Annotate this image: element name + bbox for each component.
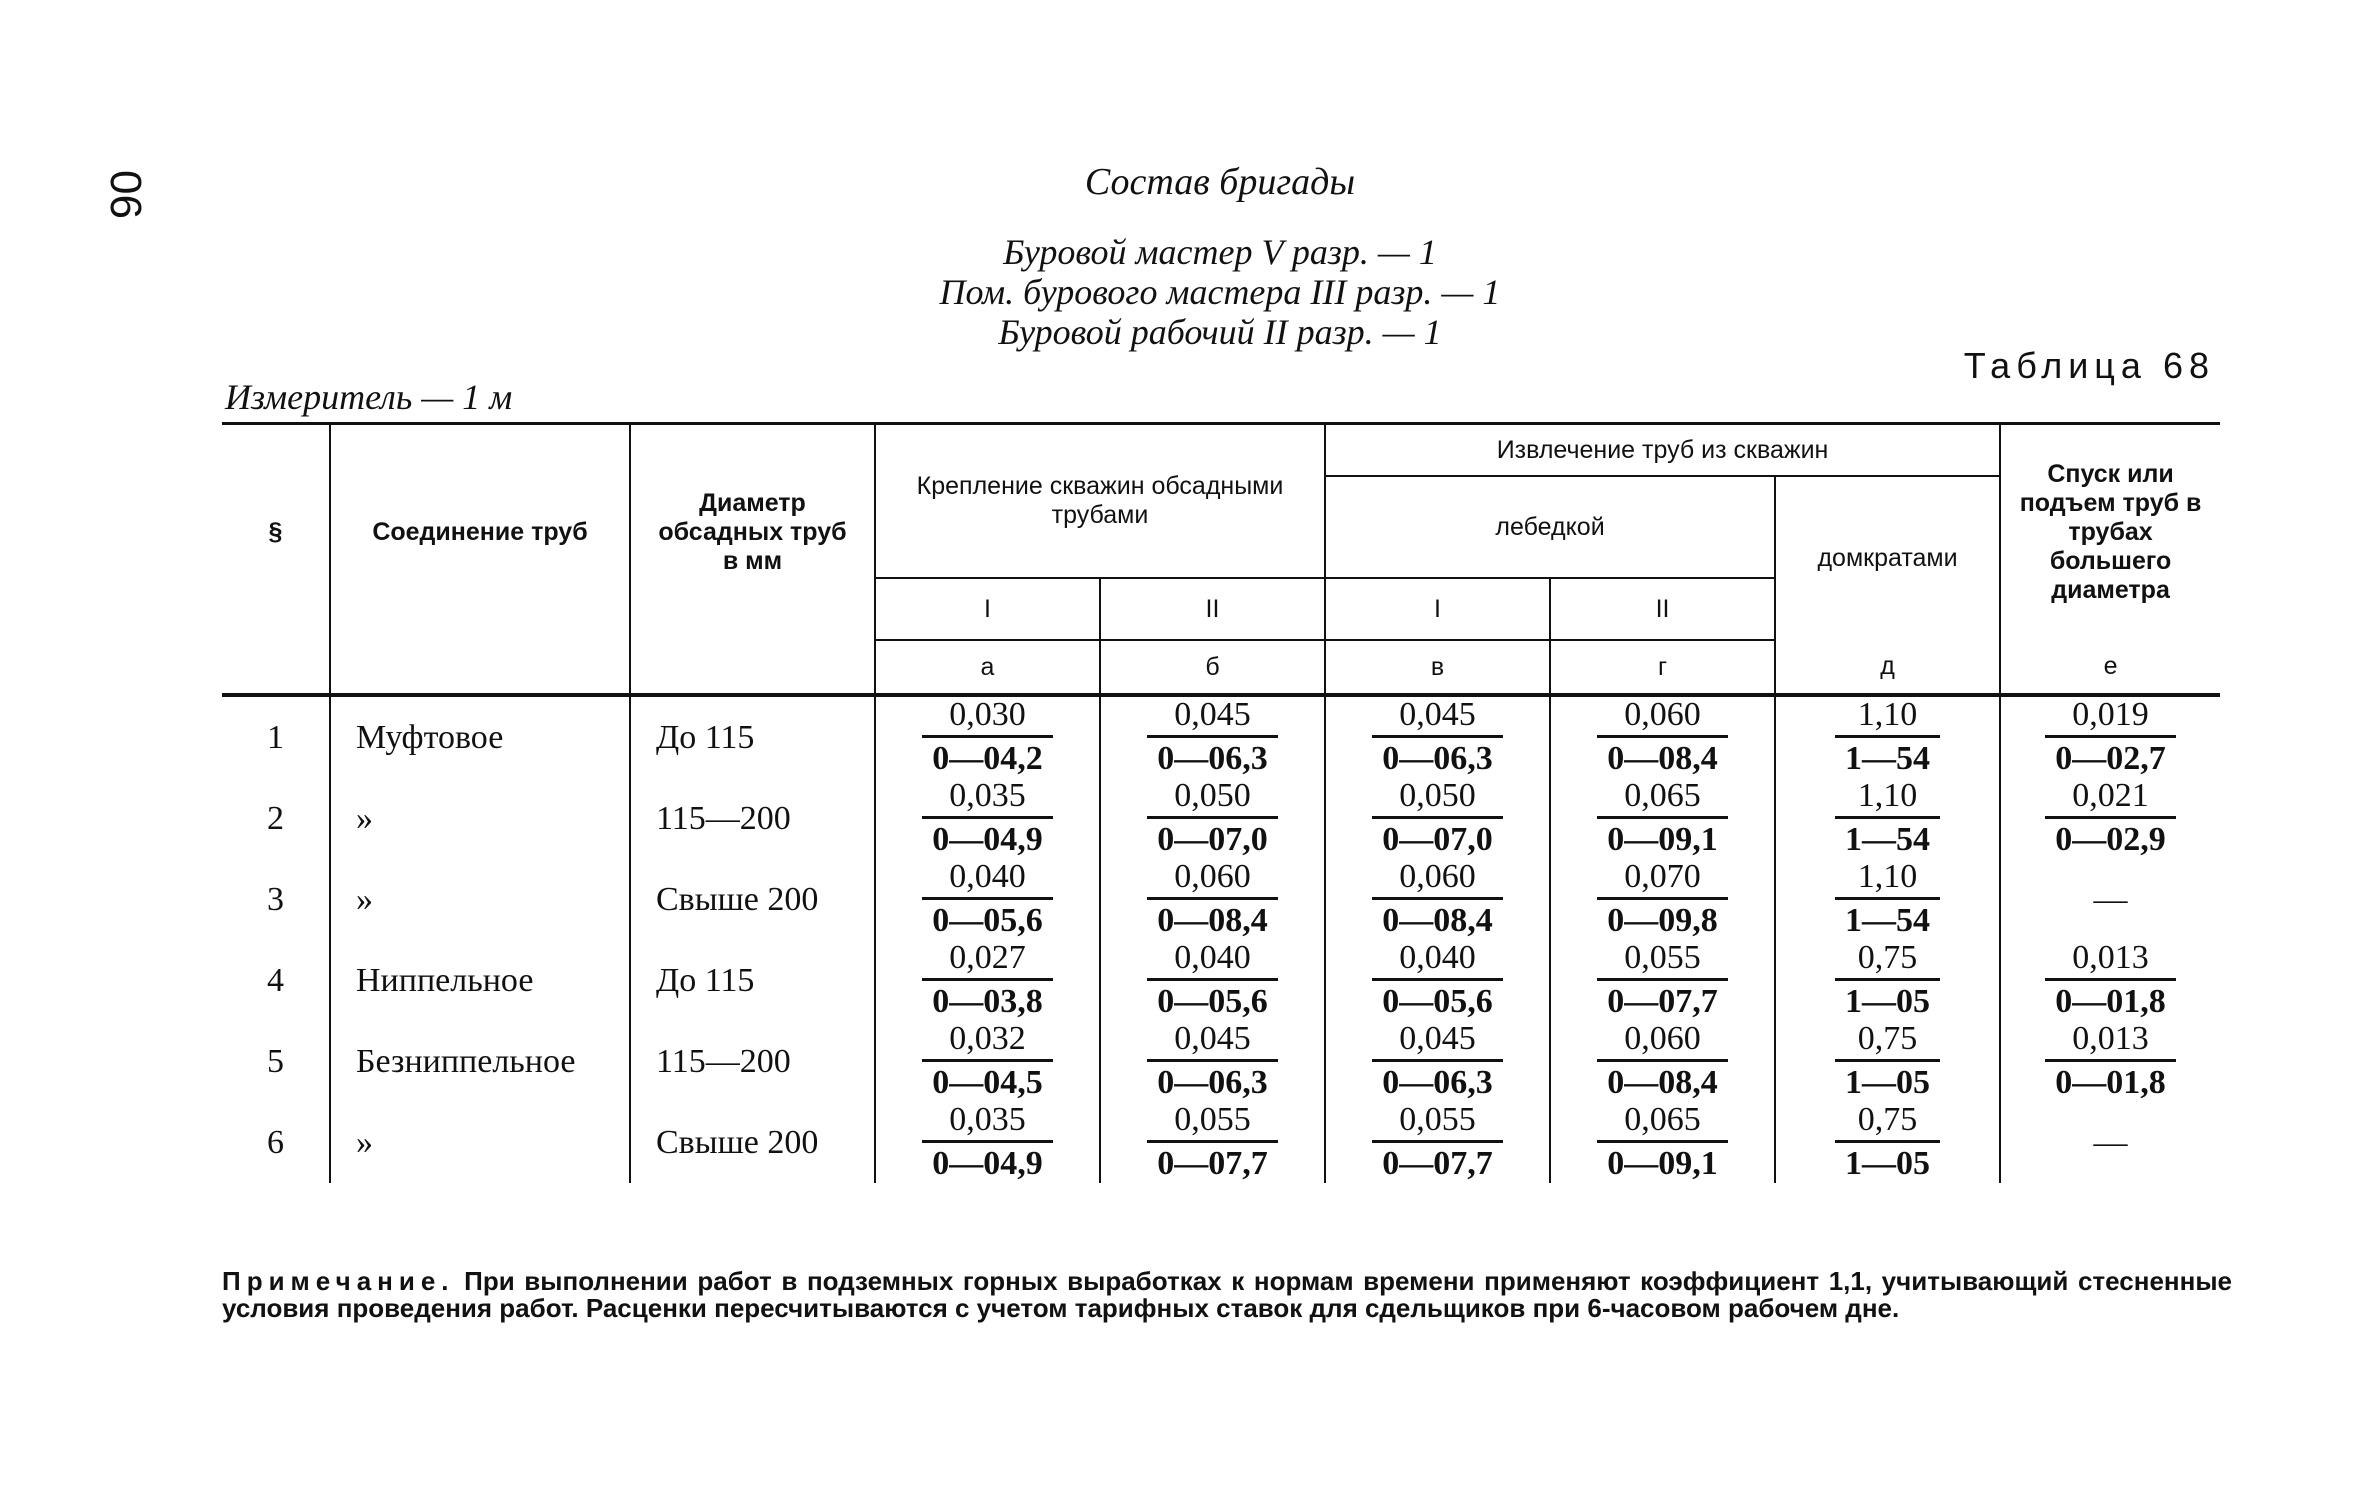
time-norm: 0,055 [1147,1103,1278,1143]
header-joint: Соединение труб [330,424,630,641]
time-norm: 0,035 [922,1103,1053,1143]
norm-fraction [1835,857,1940,939]
norm-fraction [1597,776,1728,858]
norm-fraction [1372,1100,1503,1182]
norm-cell [875,1021,1100,1102]
norm-fraction [2045,938,2176,1020]
norm-fraction [1597,1019,1728,1101]
norm-fraction [1597,695,1728,777]
diameter: До 115 [630,940,875,1021]
crew-list [0,232,2363,352]
footnote-label: Примечание. [222,1266,455,1296]
row-number: 6 [222,1102,330,1183]
joint-type: » [330,859,630,940]
rate: 0—09,1 [1607,1144,1718,1182]
rate: 0—06,3 [1382,1063,1493,1101]
norm-fraction [922,1019,1053,1101]
norm-fraction [2045,695,2176,777]
diameter: 115—200 [630,1021,875,1102]
header-letter: а [875,640,1100,695]
norm-fraction [2045,1019,2176,1101]
rate: 0—05,6 [932,901,1043,939]
norm-cell [1325,940,1550,1021]
header-lowering: Спуск или подъем труб в трубах большего диаметра [2000,424,2220,641]
unit-label: Измеритель — 1 м [225,377,513,417]
table-row [222,695,2220,778]
diameter: 115—200 [630,778,875,859]
crew-member: Буровой мастер V разр. — 1 [1003,232,1437,272]
time-norm: 0,050 [1147,779,1278,819]
header-letter: б [1100,640,1325,695]
time-norm: 0,065 [1597,779,1728,819]
header-diameter: Диаметр обсадных труб в мм [630,424,875,641]
norm-fraction [1372,695,1503,777]
time-norm: 0,027 [922,941,1053,981]
joint-type: » [330,1102,630,1183]
joint-type: Ниппельное [330,940,630,1021]
norm-cell [1550,778,1775,859]
row-number: 5 [222,1021,330,1102]
norm-cell [2000,859,2220,940]
row-number: 1 [222,695,330,778]
time-norm: 0,75 [1835,941,1940,981]
table-row [222,778,2220,859]
rate: 0—03,8 [932,982,1043,1020]
rate: 0—09,1 [1607,820,1718,858]
rate: 0—02,9 [2055,820,2166,858]
joint-type: Муфтовое [330,695,630,778]
row-number: 2 [222,778,330,859]
rate: 0—07,7 [1607,982,1718,1020]
header-letter: е [2000,640,2220,695]
rate: 0—09,8 [1607,901,1718,939]
norm-fraction [1147,857,1278,939]
rate: 0—01,8 [2055,982,2166,1020]
rate: 0—04,2 [932,739,1043,777]
norm-fraction [1147,695,1278,777]
norm-fraction [1147,776,1278,858]
norm-cell [2000,778,2220,859]
time-norm: 0,060 [1372,860,1503,900]
norm-cell [1100,695,1325,778]
rate: 0—05,6 [1382,982,1493,1020]
time-norm: 0,060 [1597,698,1728,738]
norm-cell [1100,940,1325,1021]
time-norm: 0,040 [1147,941,1278,981]
norm-cell [1325,1102,1550,1183]
diameter: До 115 [630,695,875,778]
norm-cell [1775,778,2000,859]
norm-cell [1100,1102,1325,1183]
table-row [222,1021,2220,1102]
time-norm: 0,013 [2045,941,2176,981]
time-norm: 1,10 [1835,698,1940,738]
rate: 0—04,9 [932,1144,1043,1182]
time-norm: 0,055 [1372,1103,1503,1143]
table-row [222,1102,2220,1183]
norm-cell [2000,1021,2220,1102]
header-roman-1: I [1325,578,1550,640]
norm-cell [875,1102,1100,1183]
norm-cell [1550,1102,1775,1183]
time-norm: 0,055 [1597,941,1728,981]
time-norm: 1,10 [1835,779,1940,819]
norm-cell [1550,859,1775,940]
header-jacks: домкратами [1775,476,2000,640]
norm-fraction [1147,1019,1278,1101]
norm-fraction [1835,776,1940,858]
rate: 0—07,7 [1157,1144,1268,1182]
header-letter: в [1325,640,1550,695]
norm-cell [1325,778,1550,859]
header-letter: г [1550,640,1775,695]
rate: 0—02,7 [2055,739,2166,777]
norm-cell [1775,859,2000,940]
norm-cell [1325,859,1550,940]
norm-fraction [1835,1100,1940,1182]
empty-dash: — [2093,1123,2128,1161]
rate: 1—05 [1845,1144,1931,1182]
norm-fraction [1147,938,1278,1020]
norm-fraction [1835,938,1940,1020]
norm-fraction [1372,1019,1503,1101]
time-norm: 0,050 [1372,779,1503,819]
rate: 0—07,7 [1382,1144,1493,1182]
norm-cell [1325,1021,1550,1102]
footnote-text: При выполнении работ в подземных горных выработках к нормам времени применяют коэффициент 1,1, учитывающий стесненные условия проведения работ. Расценки пересчитываются с учетом тарифных ставок для сдельщиков при 6-часовом рабочем дне. [222,1266,2232,1323]
rate: 0—08,4 [1607,739,1718,777]
time-norm: 0,040 [1372,941,1503,981]
time-norm: 0,060 [1147,860,1278,900]
table-label: Таблица 68 [1963,345,2215,386]
norm-cell [1100,778,1325,859]
time-norm: 0,035 [922,779,1053,819]
norm-cell [1775,1102,2000,1183]
header-winch: лебедкой [1325,476,1775,578]
time-norm: 0,045 [1147,698,1278,738]
time-norm: 0,021 [2045,779,2176,819]
norms-table [222,422,2220,1183]
norm-cell [2000,940,2220,1021]
time-norm: 0,070 [1597,860,1728,900]
rate: 0—08,4 [1157,901,1268,939]
header-para: § [222,424,330,641]
time-norm: 0,045 [1372,1022,1503,1062]
norm-cell [1775,1021,2000,1102]
norm-cell [2000,1102,2220,1183]
time-norm: 0,032 [922,1022,1053,1062]
norm-cell [1775,695,2000,778]
row-number: 4 [222,940,330,1021]
norm-fraction [2045,776,2176,858]
norm-fraction [1372,938,1503,1020]
time-norm: 0,060 [1597,1022,1728,1062]
time-norm: 0,065 [1597,1103,1728,1143]
header-roman-2: II [1550,578,1775,640]
joint-type: Безниппельное [330,1021,630,1102]
norm-cell [875,940,1100,1021]
rate: 1—54 [1845,739,1931,777]
rate: 0—08,4 [1382,901,1493,939]
norm-cell [875,778,1100,859]
norm-fraction [1597,857,1728,939]
norm-cell [1100,1021,1325,1102]
norm-fraction [1147,1100,1278,1182]
norm-fraction [922,1100,1053,1182]
time-norm: 0,040 [922,860,1053,900]
norm-fraction [922,938,1053,1020]
rate: 0—01,8 [2055,1063,2166,1101]
norm-cell [2000,695,2220,778]
norm-fraction [922,695,1053,777]
page-number: 06 [101,170,150,219]
crew-member: Пом. бурового мастера III разр. — 1 [939,272,1501,312]
time-norm: 0,75 [1835,1022,1940,1062]
rate: 1—05 [1845,1063,1931,1101]
norm-cell [1550,940,1775,1021]
rate: 0—04,9 [932,820,1043,858]
rate: 0—07,0 [1382,820,1493,858]
norm-cell [1100,859,1325,940]
rate: 0—07,0 [1157,820,1268,858]
header-roman-1: I [875,578,1100,640]
table-row [222,940,2220,1021]
time-norm: 0,045 [1147,1022,1278,1062]
row-number: 3 [222,859,330,940]
norm-cell [1550,695,1775,778]
norm-fraction [922,776,1053,858]
norm-cell [1775,940,2000,1021]
norm-cell [875,695,1100,778]
header-roman-2: II [1100,578,1325,640]
rate: 0—04,5 [932,1063,1043,1101]
rate: 1—54 [1845,901,1931,939]
norm-fraction [1597,938,1728,1020]
footnote [222,1268,2232,1322]
norm-fraction [1597,1100,1728,1182]
time-norm: 0,019 [2045,698,2176,738]
time-norm: 0,045 [1372,698,1503,738]
crew-title: Состав бригады [1084,161,1356,203]
rate: 1—54 [1845,820,1931,858]
rate: 0—06,3 [1157,1063,1268,1101]
norm-fraction [1835,695,1940,777]
header-casing: Крепление скважин обсадными трубами [875,424,1325,579]
rate: 1—05 [1845,982,1931,1020]
norm-fraction [1372,857,1503,939]
time-norm: 0,030 [922,698,1053,738]
diameter: Свыше 200 [630,1102,875,1183]
time-norm: 0,75 [1835,1103,1940,1143]
norm-fraction [922,857,1053,939]
norm-cell [875,859,1100,940]
rate: 0—06,3 [1157,739,1268,777]
rate: 0—06,3 [1382,739,1493,777]
empty-dash: — [2093,880,2128,918]
diameter: Свыше 200 [630,859,875,940]
time-norm: 1,10 [1835,860,1940,900]
header-letter: д [1775,640,2000,695]
time-norm: 0,013 [2045,1022,2176,1062]
norm-cell [1550,1021,1775,1102]
table-row [222,859,2220,940]
norm-fraction [1835,1019,1940,1101]
norm-fraction [1372,776,1503,858]
header-extraction: Извлечение труб из скважин [1325,424,2000,477]
norm-cell [1325,695,1550,778]
crew-member: Буровой рабочий II разр. — 1 [998,312,1442,352]
rate: 0—08,4 [1607,1063,1718,1101]
joint-type: » [330,778,630,859]
rate: 0—05,6 [1157,982,1268,1020]
